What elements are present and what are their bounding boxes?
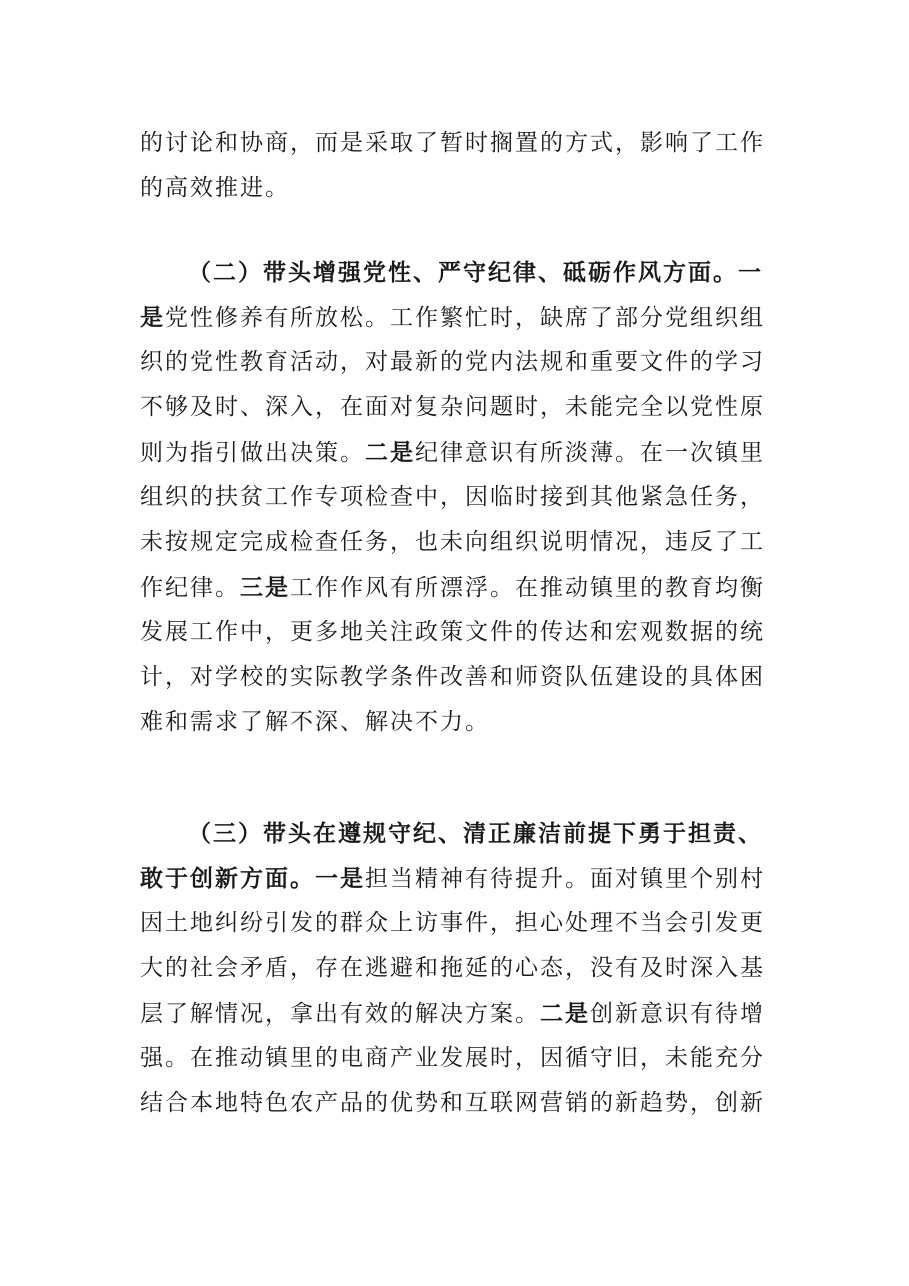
text-run: 难和需求了解不深、解决不力。	[140, 709, 490, 735]
paragraph-section-three	[140, 811, 765, 1126]
text-line	[140, 610, 765, 655]
paragraph-section-two	[140, 250, 765, 745]
bold-run: 是	[140, 304, 165, 331]
text-run: 党性修养有所放松。工作繁忙时，缺席了部分党组织组	[165, 305, 765, 331]
bold-run: 二是	[540, 1000, 590, 1027]
text-line	[140, 565, 765, 610]
text-line	[140, 385, 765, 430]
bold-run: 敢于创新方面。一是	[140, 865, 365, 892]
text-run: 织的党性教育活动，对最新的党内法规和重要文件的学习	[140, 349, 765, 375]
section-heading: （二）带头增强党性、严守纪律、砥砺作风方面。一	[188, 259, 763, 286]
text-run: 的高效推进。	[140, 175, 290, 201]
text-run: 不够及时、深入，在面对复杂问题时，未能完全以党性原	[140, 394, 765, 420]
text-run: 纪律意识有所淡薄。在一次镇里	[415, 440, 765, 466]
text-run: 创新意识有待增	[590, 1001, 765, 1027]
text-run: 强。在推动镇里的电商产业发展时，因循守旧，未能充分	[140, 1045, 765, 1071]
text-line	[140, 1081, 765, 1126]
paragraph-continuation	[140, 121, 765, 211]
text-line	[140, 340, 765, 385]
text-line	[140, 520, 765, 565]
text-run: 结合本地特色农产品的优势和互联网营销的新趋势，创新	[140, 1090, 765, 1116]
text-run: 的讨论和协商，而是采取了暂时搁置的方式，影响了工作	[140, 130, 765, 156]
section-heading: （三）带头在遵规守纪、清正廉洁前提下勇于担责、	[188, 820, 763, 847]
text-line	[140, 655, 765, 700]
text-line	[140, 856, 765, 901]
text-line	[140, 700, 750, 745]
text-run: 工作作风有所漂浮。在推动镇里的教育均衡	[290, 575, 765, 601]
section-heading-line	[140, 811, 763, 856]
text-run: 作纪律。	[140, 575, 240, 601]
text-line	[140, 121, 765, 166]
bold-run: 二是	[365, 439, 415, 466]
text-run: 层了解情况，拿出有效的解决方案。	[140, 1001, 540, 1027]
text-run: 发展工作中，更多地关注政策文件的传达和宏观数据的统	[140, 619, 765, 645]
text-run: 因土地纠纷引发的群众上访事件，担心处理不当会引发更	[140, 910, 765, 936]
section-heading-line	[140, 250, 763, 295]
bold-run: 三是	[240, 574, 290, 601]
text-line	[140, 295, 765, 340]
text-run: 计，对学校的实际教学条件改善和师资队伍建设的具体困	[140, 664, 765, 690]
text-line	[140, 991, 765, 1036]
text-run: 大的社会矛盾，存在逃避和拖延的心态，没有及时深入基	[140, 955, 765, 981]
text-line	[140, 475, 765, 520]
text-line	[140, 430, 765, 475]
text-line	[140, 1036, 765, 1081]
text-run: 未按规定完成检查任务，也未向组织说明情况，违反了工	[140, 529, 765, 555]
text-line	[140, 166, 750, 211]
text-run: 担当精神有待提升。面对镇里个别村	[365, 866, 765, 892]
text-run: 组织的扶贫工作专项检查中，因临时接到其他紧急任务，	[140, 484, 765, 510]
text-line	[140, 946, 765, 991]
text-line	[140, 901, 765, 946]
text-run: 则为指引做出决策。	[140, 440, 365, 466]
